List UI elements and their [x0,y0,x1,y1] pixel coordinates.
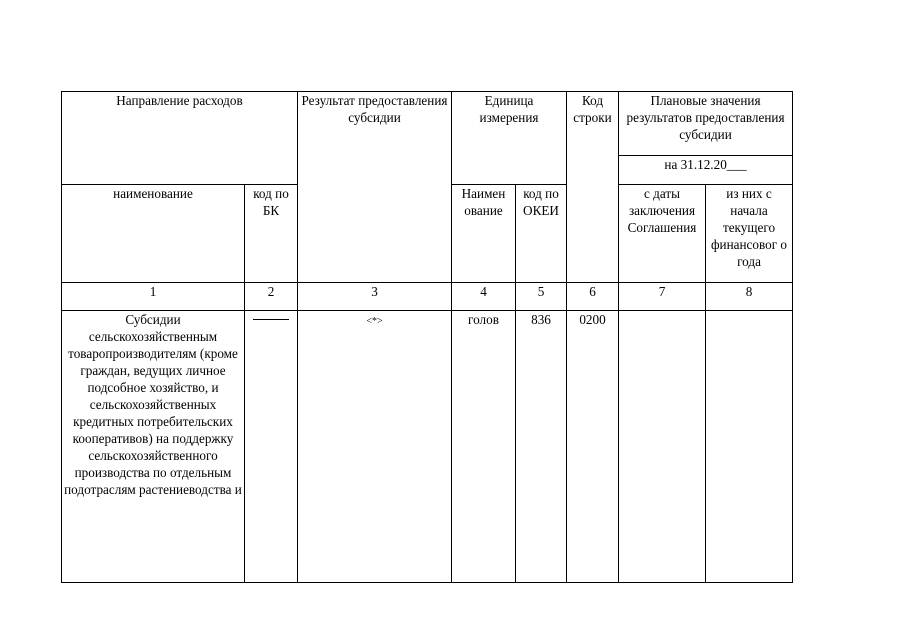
table-row [62,311,793,583]
header-unit-name: Наимен ование [452,185,516,283]
column-number: 5 [516,283,567,311]
row-okei-code: 836 [516,311,567,583]
row-expense-name: Субсидии сельскохозяйственным товаропроизводителям (кроме граждан, ведущих личное подсобное хозяйство, и сельскохозяйственных кредитных потребительских кооперативов) на поддержку сельскохозяйственного производства по отдельным подотраслям растениеводства и [62,311,245,583]
header-okei-code: код по ОКЕИ [516,185,567,283]
subsidy-results-table [61,91,793,583]
column-number: 7 [619,283,706,311]
header-line-code: Код строки [567,92,619,283]
row-line-code: 0200 [567,311,619,583]
column-number: 2 [245,283,298,311]
bk-code-blank-line [253,319,289,320]
row-result [298,311,452,583]
header-result: Результат предоставления субсидии [298,92,452,283]
footnote-mark: <*> [366,316,383,327]
column-number: 1 [62,283,245,311]
header-on-date: на 31.12.20___ [619,156,793,185]
header-bk-code: код по БК [245,185,298,283]
row-unit-name: голов [452,311,516,583]
header-from-agreement-date: с даты заключения Соглашения [619,185,706,283]
row-value-from-agreement [619,311,706,583]
header-name: наименование [62,185,245,283]
row-bk-code [245,311,298,583]
header-planned-values: Плановые значения результатов предоставления субсидии [619,92,793,156]
row-value-from-year-start [706,311,793,583]
header-from-year-start: из них с начала текущего финансовог о года [706,185,793,283]
column-number: 8 [706,283,793,311]
column-number: 4 [452,283,516,311]
header-direction: Направление расходов [62,92,298,185]
column-number: 3 [298,283,452,311]
header-unit: Единица измерения [452,92,567,185]
column-number: 6 [567,283,619,311]
